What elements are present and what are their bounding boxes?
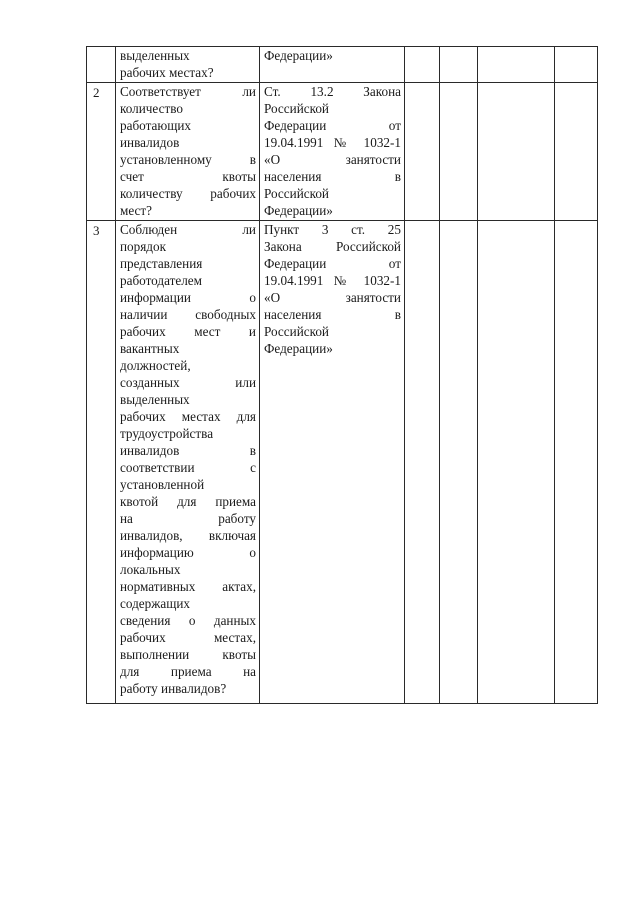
table-row (87, 221, 598, 704)
question-cell-line: соответствии с (120, 460, 256, 475)
question-cell-line: выделенных (120, 392, 190, 407)
question-cell-line: количество (120, 101, 183, 116)
question-cell-line: локальных (120, 562, 181, 577)
question-cell-line: инвалидов в (120, 443, 256, 458)
legal-reference-cell-line: «О занятости (264, 152, 401, 167)
legal-reference-cell (260, 221, 405, 704)
question-cell-line: нормативных актах, (120, 579, 256, 594)
legal-reference-cell-line: Федерации» (264, 341, 333, 356)
legal-reference-cell-line: Федерации от (264, 256, 401, 271)
row-number (87, 47, 116, 83)
question-cell-line: рабочих мест и (120, 324, 256, 339)
question-cell-line: должностей, (120, 358, 191, 373)
legal-reference-cell-line: Российской (264, 101, 329, 116)
legal-reference-cell-line: Федерации» (264, 203, 333, 218)
question-cell-line: рабочих местах для (120, 409, 256, 424)
table-row (87, 83, 598, 221)
table-row (87, 47, 598, 83)
empty-cell (555, 83, 598, 221)
question-cell-line: выполнении квоты (120, 647, 256, 662)
question-cell-line: количеству рабочих (120, 186, 256, 201)
empty-cell (478, 221, 555, 704)
legal-reference-cell-line: Федерации от (264, 118, 401, 133)
question-cell (116, 83, 260, 221)
empty-cell (555, 221, 598, 704)
question-cell-line: для приема на (120, 664, 256, 679)
question-cell-line: установленному в (120, 152, 256, 167)
question-cell-line: выделенных (120, 48, 190, 63)
question-cell-line: работающих (120, 118, 192, 133)
legal-reference-cell-line: Российской (264, 324, 329, 339)
empty-cell (440, 47, 478, 83)
question-cell-line: рабочих местах? (120, 65, 214, 80)
question-cell-line: инвалидов (120, 135, 180, 150)
legal-reference-cell-line: Закона Российской (264, 239, 401, 254)
question-cell-line: рабочих местах, (120, 630, 256, 645)
row-number: 2 (87, 83, 116, 221)
legal-reference-cell (260, 47, 405, 83)
question-cell-line: мест? (120, 203, 152, 218)
empty-cell (478, 83, 555, 221)
legal-reference-cell-line: 19.04.1991 № 1032-1 (264, 135, 401, 150)
row-number: 3 (87, 221, 116, 704)
question-cell-line: наличии свободных (120, 307, 256, 322)
table-body (87, 47, 598, 704)
blank-page-area (0, 720, 640, 905)
legal-reference-cell-line: Федерации» (264, 48, 333, 63)
question-cell-line: Соответствует ли (120, 84, 256, 99)
question-cell-line: информации о (120, 290, 256, 305)
legal-reference-cell-line: населения в (264, 307, 401, 322)
question-cell-line: трудоустройства (120, 426, 214, 441)
question-cell-line: счет квоты (120, 169, 256, 184)
question-cell-line: инвалидов, включая (120, 528, 256, 543)
question-cell (116, 221, 260, 704)
legal-reference-cell-line: 19.04.1991 № 1032-1 (264, 273, 401, 288)
checklist-table (86, 46, 598, 704)
question-cell-line: информацию о (120, 545, 256, 560)
question-cell-line: Соблюден ли (120, 222, 256, 237)
question-cell-line: вакантных (120, 341, 180, 356)
legal-reference-cell-line: «О занятости (264, 290, 401, 305)
empty-cell (440, 221, 478, 704)
question-cell-line: на работу (120, 511, 256, 526)
legal-reference-cell (260, 83, 405, 221)
legal-reference-cell-line: Пункт 3 ст. 25 (264, 222, 401, 237)
question-cell-line: созданных или (120, 375, 256, 390)
question-cell-line: порядок (120, 239, 167, 254)
question-cell-line: работу инвалидов? (120, 681, 227, 696)
question-cell-line: сведения о данных (120, 613, 256, 628)
legal-reference-cell-line: Ст. 13.2 Закона (264, 84, 401, 99)
question-cell-line: представления (120, 256, 203, 271)
question-cell-line: работодателем (120, 273, 202, 288)
question-cell-line: квотой для приема (120, 494, 256, 509)
empty-cell (478, 47, 555, 83)
empty-cell (405, 221, 440, 704)
question-cell-line: установленной (120, 477, 205, 492)
empty-cell (405, 83, 440, 221)
empty-cell (555, 47, 598, 83)
question-cell-line: содержащих (120, 596, 190, 611)
question-cell (116, 47, 260, 83)
empty-cell (405, 47, 440, 83)
legal-reference-cell-line: населения в (264, 169, 401, 184)
empty-cell (440, 83, 478, 221)
legal-reference-cell-line: Российской (264, 186, 329, 201)
